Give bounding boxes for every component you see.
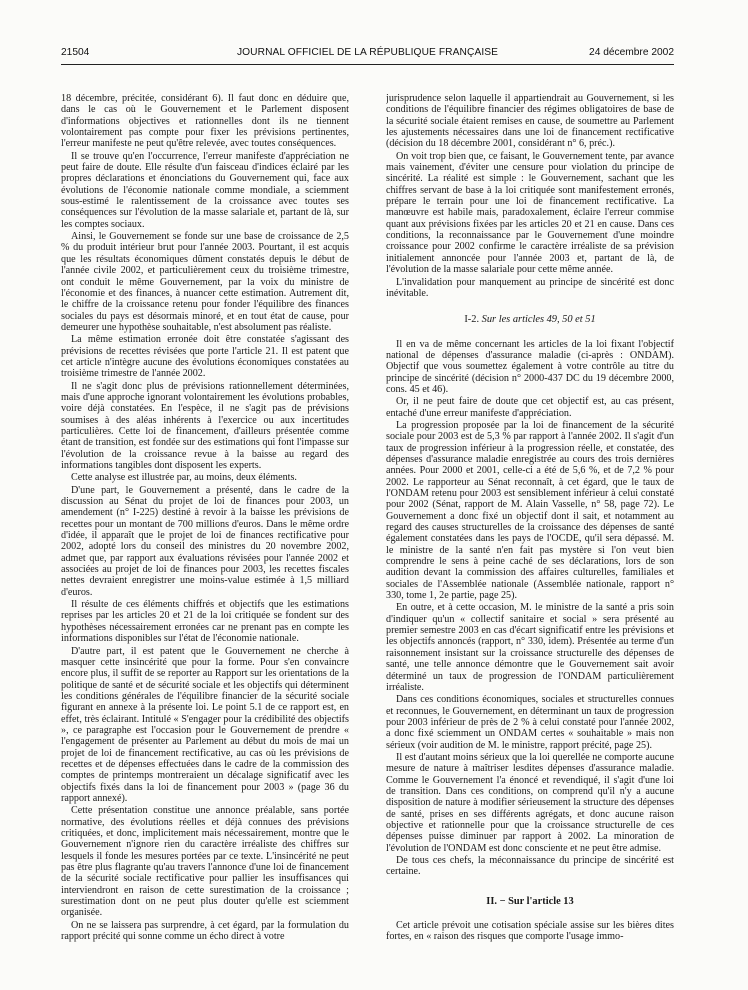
paragraph: 18 décembre, précitée, considérant 6). Il faut donc en déduire que, dans le cas où le Gouvernement et le Parlement disposent d'informations objectives et rationnelles dont ils ne tiennent volontairement pas compte pour fixer les prévisions pertinentes, l'erreur manifeste ne peut qu'être relevée, avec toutes conséquences. <box>61 93 349 150</box>
paragraph: Ainsi, le Gouvernement se fonde sur une base de croissance de 2,5 % du produit intérieur brut pour l'année 2003. Pourtant, il est acquis que les résultats économiques dûment constatés depuis le début de l'année civile 2002, et particulièrement ceux du troisième trimestre, ont conduit le même Gouvernement, par la voix du ministre de l'économie et des finances, à nuancer cette estimation. Autrement dit, le chiffre de la croissance retenu pour fonder l'équilibre des finances sociales du pays est désormais minoré, et en tout état de cause, pour demeurer une hypothèse souhaitable, n'est absolument pas réaliste. <box>61 231 349 333</box>
paragraph: Il ne s'agit donc plus de prévisions rationnellement déterminées, mais d'une approche ignorant volontairement les évolutions probables, voire déjà constatées. En l'espèce, il ne s'agit pas de prévisions soumises à des aléas inhérents à l'exercice ou aux incertitudes particulières. Cette loi de financement, d'ailleurs présentée comme étant de transition, est fondée sur des estimations qui font l'impasse sur l'évolution de la croissance revue à la baisse au regard des informations tangibles dont disposent les experts. <box>61 380 349 471</box>
paragraph: Or, il ne peut faire de doute que cet objectif est, au cas présent, entaché d'une erreur manifeste d'appréciation. <box>386 396 674 419</box>
paragraph: L'invalidation pour manquement au principe de sincérité est donc inévitable. <box>386 276 674 299</box>
paragraph: Cet article prévoit une cotisation spéciale assise sur les bières dites fortes, en « raison des risques que comporte l'usage immo- <box>386 920 674 943</box>
paragraph: D'une part, le Gouvernement a présenté, dans le cadre de la discussion au Sénat du projet de loi de finances pour 2003, un amendement (n° I-225) destiné à revoir à la baisse les prévisions de recettes pour un montant de 700 millions d'euros. Dans le même ordre d'idée, il apparaît que le projet de loi de finances rectificative pour 2002, adopté lors du conseil des ministres du 20 novembre 2002, admet que, par rapport aux évaluations révisées pour l'année 2002 et associées au projet de loi de finances pour 2003, les recettes fiscales nettes devraient enregistrer une moins-value estimée à 1,5 milliard d'euros. <box>61 484 349 598</box>
paragraph: Il en va de même concernant les articles de la loi fixant l'objectif national de dépenses d'assurance maladie (ci-après : ONDAM). Objectif que vous soumettez également à votre contrôle au titre du principe de sincérité (décision n° 2000-437 DC du 19 décembre 2000, cons. 45 et 46). <box>386 338 674 395</box>
section-heading-article-13: II. − Sur l'article 13 <box>486 895 574 907</box>
journal-title: JOURNAL OFFICIEL DE LA RÉPUBLIQUE FRANÇAISE <box>236 47 499 58</box>
paragraph: On ne se laissera pas surprendre, à cet égard, par la formulation du rapport précité qui sonne comme un écho direct à votre <box>61 919 349 943</box>
section-number: I-2. <box>464 314 480 326</box>
section-heading-articles-49-50-51 <box>386 314 674 325</box>
paragraph: Cette analyse est illustrée par, au moins, deux éléments. <box>71 472 297 484</box>
paragraph: Cette présentation constitue une annonce préalable, sans portée normative, des évolutions réelles et déjà connues des prévisions critiquées, et donc, implicitement mais nécessairement, montre que le Gouvernement n'ignore rien du caractère irréaliste des chiffres sur lesquels il fonde les mesures portées par ce texte. L'insincérité ne peut pas être plus flagrante qu'au travers l'annonce d'une loi de financement de la sécurité sociale rectificative pour pallier les insuffisances qui interviendront en raison de cette surestimation de la croissance ; surestimation dont on ne peut plus douter qu'elle est sciemment organisée. <box>61 805 349 919</box>
paragraph: jurisprudence selon laquelle il appartiendrait au Gouvernement, si les conditions de l'équilibre financier des régimes obligatoires de base de la sécurité sociale étaient remises en cause, de soumettre au Parlement les ajustements nécessaires dans une loi de financement rectificative (décision du 18 décembre 2001, considérant n° 6, préc.). <box>386 93 674 150</box>
paragraph: De tous ces chefs, la méconnaissance du principe de sincérité est certaine. <box>386 855 674 878</box>
header-rule <box>61 64 674 65</box>
paragraph: En outre, et à cette occasion, M. le ministre de la santé a pris soin d'indiquer qu'un « collectif sanitaire et social » sera présenté au premier semestre 2003 en cas d'écart significatif entre les prévisions et les objectifs annoncés (rapport, n° 330, idem). Présentée au terme d'un raisonnement insistant sur la croissance structurelle des dépenses de santé, une telle annonce démontre que le Gouvernement sait avoir déterminé un taux de progression de l'ONDAM particulièrement irréaliste. <box>386 602 674 693</box>
page-header <box>61 47 674 61</box>
paragraph: D'autre part, il est patent que le Gouvernement ne cherche à masquer cette insincérité que pour la forme. Pour s'en convaincre encore plus, il suffit de se reporter au Rapport sur les orientations de la politique de santé et de sécurité sociale et les objectifs qui déterminent les conditions générales de l'équilibre financier de la sécurité sociale figurant en annexe à la présente loi. Le point 5.1 de ce rapport est, en effet, très éclairant. Intitulé « S'engager pour la crédibilité des objectifs », ce paragraphe est l'occasion pour le Gouvernement de prendre « l'engagement de présenter au Parlement au début du mois de mai un projet de loi de financement rectificative, au cas où les prévisions de recettes et de dépenses effectuées dans le cadre de la commission des comptes de printemps montreraient un décalage significatif avec les objectifs fixés dans la loi de financement pour 2003 » (page 36 du rapport annexé). <box>61 645 349 804</box>
paragraph: On voit trop bien que, ce faisant, le Gouvernement tente, par avance mais vainement, d'éviter une censure pour violation du principe de sincérité. La réalité est simple : le Gouvernement, sachant que les chiffres servant de base à la loi critiquée sont manifestement erronés, prépare le terrain pour une loi de financement rectificative. La manœuvre est habile mais, paradoxalement, éclaire l'erreur commise quant aux prévisions fixées par les articles 20 et 21 en cause. Dans ces conditions, la reconnaissance par le Gouvernement d'une moindre croissance pour 2002 confirme le caractère irréaliste de sa prévision initialement annoncée pour l'année 2003 et, partant de là, de l'évolution de la masse salariale pour cette même année. <box>386 150 674 276</box>
paragraph: Il est d'autant moins sérieux que la loi querellée ne comporte aucune mesure de nature à maîtriser lesdites dépenses d'assurance maladie. Comme le Gouvernement l'a énoncé et revendiqué, il s'agit d'une loi de transition. Dans ces conditions, on comprend qu'il n'y a aucune disposition de nature à modifier sérieusement la structure des dépenses de santé, prises en ses différents agrégats, et donc aucune raison objective et rationnelle pour que la croissance structurelle de ces dépenses puisse diminuer par rapport à 2002. La minoration de l'évolution de l'ONDAM est donc consciente et ne peut être admise. <box>386 751 674 854</box>
paragraph: Il résulte de ces éléments chiffrés et objectifs que les estimations reprises par les articles 20 et 21 de la loi critiquée se fondent sur des hypothèses nécessairement erronées car ne prenant pas en compte les informations disponibles sur l'état de l'économie nationale. <box>61 599 349 645</box>
left-column <box>61 93 349 983</box>
paragraph: Il se trouve qu'en l'occurrence, l'erreur manifeste d'appréciation ne peut faire de doute. Elle résulte d'un faisceau d'indices éclairé par les propres déclarations et énonciations du Gouvernement qui, face aux évolutions de l'économie nationale comme mondiale, a sciemment sous-estimé le ralentissement de la croissance avec toutes ses conséquences sur l'évolution de la masse salariale et, partant de là, sur les comptes sociaux. <box>61 150 349 230</box>
right-column <box>386 93 674 983</box>
paragraph: Dans ces conditions économiques, sociales et structurelles connues et reconnues, le Gouvernement, en déterminant un taux de progression pour 2003 inférieur de près de 2 % à celui constaté pour l'année 2002, a donc fixé sciemment un ONDAM certes « souhaitable » mais non sérieux (voir audition de M. le ministre, rapport précité, page 25). <box>386 694 674 751</box>
paragraph: La même estimation erronée doit être constatée s'agissant des prévisions de recettes révisées que porte l'article 21. Il est patent que cet article n'intègre aucune des évolutions économiques constatées au troisième trimestre de l'année 2002. <box>61 334 349 380</box>
publication-date: 24 décembre 2002 <box>589 47 674 58</box>
section-title: Sur les articles 49, 50 et 51 <box>481 314 596 326</box>
paragraph: La progression proposée par la loi de financement de la sécurité sociale pour 2003 est de 5,3 % par rapport à l'année 2002. Il s'agit d'un taux de progression inférieur à la progression réelle, et constatée, des dépenses d'assurance maladie enregistrée au cours des trois dernières années. Pour 2000 et 2001, celle-ci a été de 5,6 %, et de 7,2 % pour 2002. Le rapporteur au Sénat reconnaît, à cet égard, que le taux de l'ONDAM retenu pour 2003 est sensiblement inférieur à celui constaté pour 2002 (Sénat, rapport de M. Alain Vasselle, n° 58, page 72). Le Gouvernement a donc fixé un objectif dont il sait, et notamment au regard des causes structurelles de la croissance des dépenses de santé également constatées dans les pays de l'OCDE, qu'il sera dépassé. M. le ministre de la santé n'en fait pas mystère si l'on veut bien comprendre le sens à peine caché de ses déclarations, lors de son audition devant la commission des affaires culturelles, familiales et sociales de l'Assemblée nationale (Assemblée nationale, rapport n° 330, tome 1, 2e partie, page 25). <box>386 419 674 602</box>
page-number: 21504 <box>61 47 90 58</box>
